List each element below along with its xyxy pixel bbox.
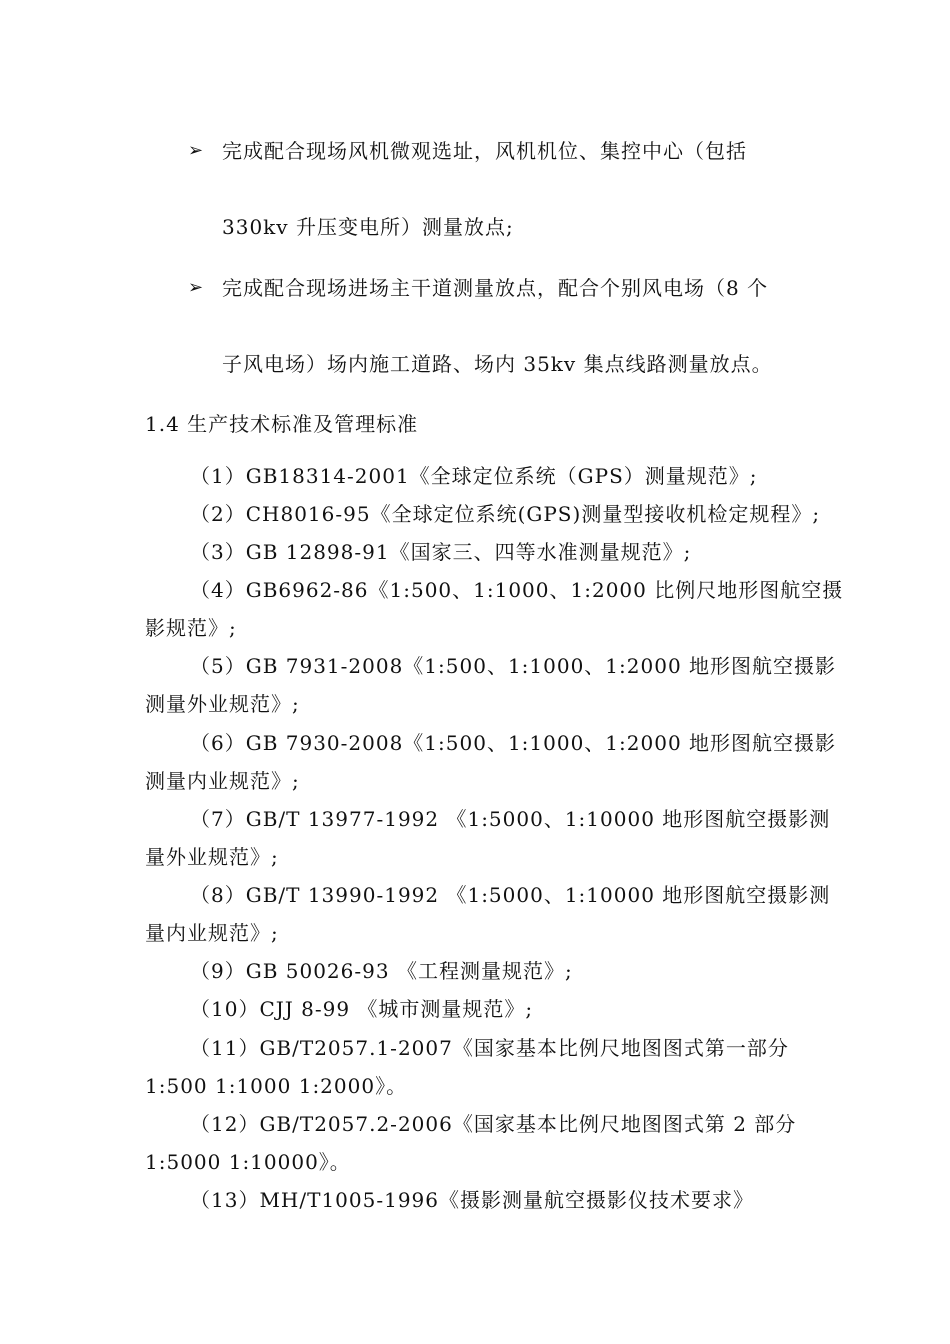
standard-item: （5）GB 7931-2008《1:500、1:1000、1:2000 地形图航空摄影 (190, 654, 837, 678)
bullet-arrow-icon: ➢ (188, 277, 204, 298)
standard-item-continued: 量外业规范》; (145, 845, 279, 869)
standard-item: （3）GB 12898-91《国家三、四等水准测量规范》; (190, 540, 692, 564)
standard-item: （10）CJJ 8-99 《城市测量规范》; (190, 997, 534, 1021)
standard-item: （11）GB/T2057.1-2007《国家基本比例尺地图图式第一部分 (190, 1036, 789, 1060)
standard-item: （2）CH8016-95《全球定位系统(GPS)测量型接收机检定规程》; (190, 502, 821, 526)
standard-item: （6）GB 7930-2008《1:500、1:1000、1:2000 地形图航空摄影 (190, 731, 837, 755)
standard-item: （4）GB6962-86《1:500、1:1000、1:2000 比例尺地形图航空摄 (190, 578, 844, 602)
standard-item-continued: 影规范》; (145, 616, 237, 640)
bullet-1-line-2: 330kv 升压变电所）测量放点; (222, 215, 514, 239)
standard-item: （8）GB/T 13990-1992 《1:5000、1:10000 地形图航空摄影测 (190, 883, 831, 907)
standard-item-continued: 测量内业规范》; (145, 769, 300, 793)
standard-item: （12）GB/T2057.2-2006《国家基本比例尺地图图式第 2 部分 (190, 1112, 797, 1136)
bullet-2-line-2: 子风电场）场内施工道路、场内 35kv 集点线路测量放点。 (222, 352, 773, 376)
standard-item: （9）GB 50026-93 《工程测量规范》; (190, 959, 573, 983)
section-title: 1.4 生产技术标准及管理标准 (145, 412, 419, 436)
standard-item-continued: 量内业规范》; (145, 921, 279, 945)
bullet-2-line-1: 完成配合现场进场主干道测量放点，配合个别风电场（8 个 (222, 276, 769, 300)
standard-item-continued: 测量外业规范》; (145, 692, 300, 716)
standard-item-continued: 1:500 1:1000 1:2000》。 (145, 1074, 408, 1098)
bullet-arrow-icon: ➢ (188, 140, 204, 161)
standard-item: （13）MH/T1005-1996《摄影测量航空摄影仪技术要求》 (190, 1188, 755, 1212)
standard-item: （7）GB/T 13977-1992 《1:5000、1:10000 地形图航空摄影测 (190, 807, 831, 831)
bullet-1-line-1: 完成配合现场风机微观选址，风机机位、集控中心（包括 (222, 139, 747, 163)
standard-item: （1）GB18314-2001《全球定位系统（GPS）测量规范》; (190, 464, 758, 488)
standard-item-continued: 1:5000 1:10000》。 (145, 1150, 351, 1174)
